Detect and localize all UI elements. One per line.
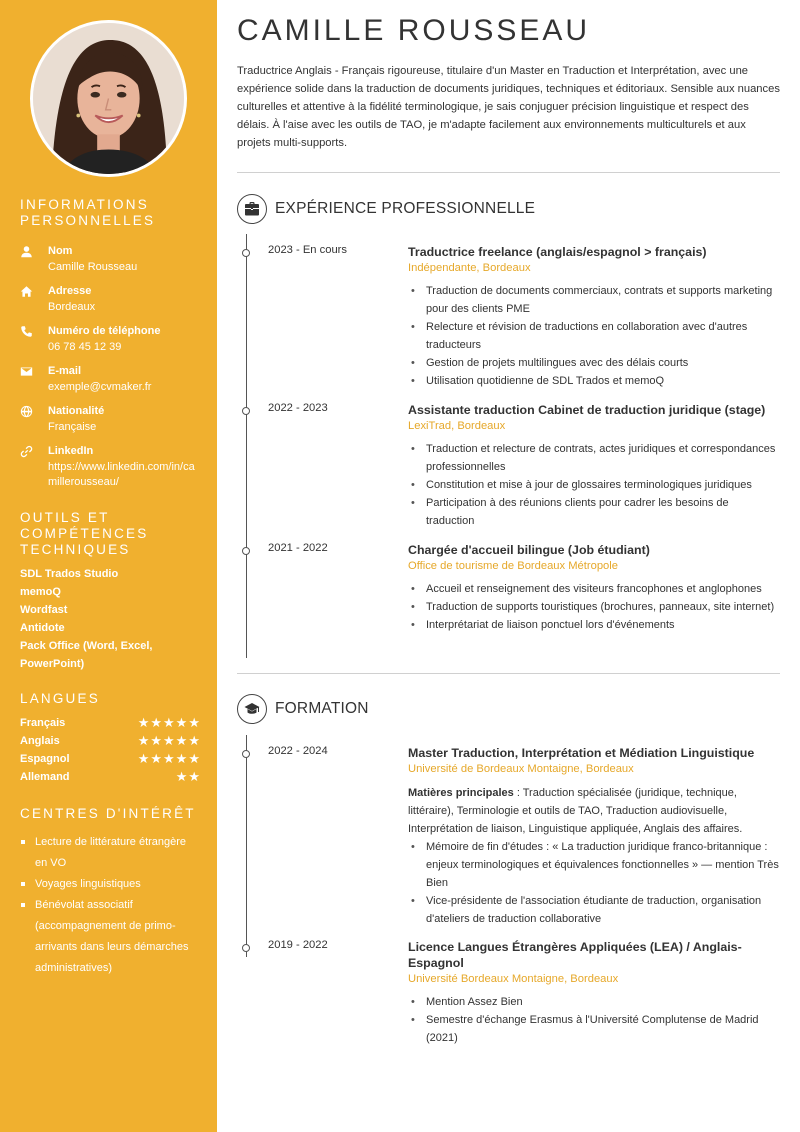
entry-date: 2022 - 2023 (268, 402, 328, 414)
bullet-item: • Semestre d'échange Erasmus à l'Université Complutense de Madrid (2021) (408, 1011, 780, 1047)
bullet-item: • Traduction de supports touristiques (brochures, panneaux, site internet) (408, 598, 780, 616)
info-item-linkedin (20, 444, 201, 491)
experience-timeline (246, 234, 247, 658)
interest-item: Bénévolat associatif (accompagnement de primo-arrivants dans leurs démarches administratives) (20, 895, 201, 979)
star-rating: ★★★★★ (137, 715, 201, 731)
entry-organization: Indépendante, Bordeaux (408, 262, 531, 274)
bullet-item: • Traduction de documents commerciaux, contrats et supports marketing pour des clients PME (408, 282, 780, 318)
interest-item: Lecture de littérature étrangère en VO (20, 832, 201, 874)
languages-section (20, 691, 201, 786)
timeline-dot (242, 944, 250, 952)
info-item-address (20, 284, 201, 315)
language-row (20, 732, 201, 750)
language-name: Allemand (20, 771, 70, 783)
interest-item: Voyages linguistiques (20, 874, 201, 895)
bullet-item: • Vice-présidente de l'association étudiante de traduction, organisation d'ateliers de traduction collaborative (408, 892, 780, 928)
description-text: : Traduction spécialisée (juridique, technique, littéraire), Terminologie et outils de TAO, Traduction audiovisuelle, Interprétation de liaison, Linguistique appliquée, Anglais des affaires. (408, 787, 743, 835)
info-label: LinkedIn (48, 445, 94, 457)
entry-bullets (408, 993, 780, 1047)
briefcase-icon (237, 194, 267, 224)
entry-organization: Office de tourisme de Bordeaux Métropole (408, 560, 618, 572)
experience-header (237, 194, 535, 224)
section-divider (237, 673, 780, 674)
info-item-name (20, 244, 201, 275)
entry-description (408, 784, 780, 838)
language-row (20, 714, 201, 732)
skill-item: Pack Office (Word, Excel, PowerPoint) (20, 640, 153, 670)
star-rating: ★★ (175, 769, 201, 785)
entry-date: 2023 - En cours (268, 244, 347, 256)
bullet-item: • Mémoire de fin d'études : « La traduction juridique franco-britannique : enjeux terminologiques et équivalences fonctionnelles » — mention Très Bien (408, 838, 780, 892)
language-row (20, 768, 201, 786)
skill-item: SDL Trados Studio (20, 568, 119, 580)
portrait-illustration (33, 23, 184, 174)
info-label: Nom (48, 245, 73, 257)
interests-heading: CENTRES D'INTÉRÊT (20, 806, 196, 821)
entry-title: Licence Langues Étrangères Appliquées (LEA) / Anglais-Espagnol (408, 940, 742, 970)
bullet-item: • Relecture et révision de traductions en collaboration avec d'autres traducteurs (408, 318, 780, 354)
entry-bullets (408, 282, 780, 390)
info-item-nationality (20, 404, 201, 435)
info-item-email (20, 364, 201, 395)
info-label: Nationalité (48, 405, 105, 417)
info-label: Adresse (48, 285, 92, 297)
timeline-dot (242, 750, 250, 758)
entry-title: Assistante traduction Cabinet de traduction juridique (stage) (408, 403, 766, 417)
language-name: Français (20, 717, 66, 729)
timeline-dot (242, 547, 250, 555)
bullet-item: • Gestion de projets multilingues avec des délais courts (408, 354, 780, 372)
skill-item: memoQ (20, 586, 61, 598)
skills-heading: OUTILS ET COMPÉTENCES TECHNIQUES (20, 510, 149, 557)
bullet-item: • Interprétariat de liaison ponctuel lors d'événements (408, 616, 780, 634)
interests-list (20, 832, 201, 979)
experience-heading: EXPÉRIENCE PROFESSIONNELLE (275, 200, 536, 217)
education-timeline (246, 735, 247, 957)
profile-photo (30, 20, 187, 177)
entry-date: 2019 - 2022 (268, 939, 328, 951)
languages-heading: LANGUES (20, 691, 100, 706)
timeline-dot (242, 407, 250, 415)
entry-bullets (408, 580, 780, 634)
description-label: Matières principales (408, 787, 514, 799)
phone-icon (20, 324, 48, 355)
bullet-item: • Accueil et renseignement des visiteurs francophones et anglophones (408, 580, 780, 598)
bullet-item: • Constitution et mise à jour de glossaires terminologiques juridiques (408, 476, 780, 494)
personal-info-section (20, 197, 201, 491)
entry-title: Chargée d'accueil bilingue (Job étudiant) (408, 543, 650, 557)
entry-organization: Université de Bordeaux Montaigne, Bordeaux (408, 763, 634, 775)
info-value: Bordeaux (48, 300, 96, 313)
bullet-item: • Participation à des réunions clients pour cadrer les besoins de traduction (408, 494, 780, 530)
timeline-dot (242, 249, 250, 257)
entry-organization: LexiTrad, Bordeaux (408, 420, 506, 432)
info-value: Française (48, 420, 97, 433)
skill-item: Antidote (20, 622, 65, 634)
bullet-item: • Traduction et relecture de contrats, actes juridiques et correspondances professionnelles (408, 440, 780, 476)
info-label: Numéro de téléphone (48, 325, 161, 337)
info-value[interactable]: 06 78 45 12 39 (48, 340, 122, 353)
email-link[interactable]: exemple@cvmaker.fr (48, 380, 152, 393)
mail-icon (20, 364, 48, 395)
bullet-item: • Utilisation quotidienne de SDL Trados et memoQ (408, 372, 780, 390)
info-item-phone (20, 324, 201, 355)
graduation-cap-icon (237, 694, 267, 724)
skills-section (20, 510, 201, 673)
info-label: E-mail (48, 365, 82, 377)
star-rating: ★★★★★ (137, 751, 201, 767)
personal-info-heading: INFORMATIONS PERSONNELLES (20, 197, 156, 228)
interests-section (20, 806, 201, 979)
skill-item: Wordfast (20, 604, 68, 616)
entry-organization: Université Bordeaux Montaigne, Bordeaux (408, 973, 619, 985)
entry-bullets (408, 838, 780, 928)
language-name: Espagnol (20, 753, 70, 765)
language-name: Anglais (20, 735, 60, 747)
sidebar (0, 0, 217, 1132)
entry-bullets (408, 440, 780, 530)
bullet-item: • Mention Assez Bien (408, 993, 780, 1011)
star-rating: ★★★★★ (137, 733, 201, 749)
section-divider (237, 172, 780, 173)
link-icon (20, 444, 48, 491)
entry-title: Master Traduction, Interprétation et Médiation Linguistique (408, 746, 755, 760)
entry-date: 2022 - 2024 (268, 745, 328, 757)
home-icon (20, 284, 48, 315)
info-value: Camille Rousseau (48, 260, 138, 273)
linkedin-link[interactable]: https://www.linkedin.com/in/camillerousseau/ (48, 460, 195, 488)
full-name: CAMILLE ROUSSEAU (237, 14, 591, 47)
entry-date: 2021 - 2022 (268, 542, 328, 554)
education-heading: FORMATION (275, 700, 369, 717)
profile-summary: Traductrice Anglais - Français rigoureuse, titulaire d'un Master en Traduction et Interprétation, avec une expérience solide dans la traduction de documents juridiques, techniques et éditoriaux. Sensible aux nuances culturelles et attentive à la fidélité terminologique, je sais conjuguer précision linguistique et respect des délais. À l'aise avec les outils de TAO, je m'adapte facilement aux environnements multiculturels et aux projets multi-supports. (237, 65, 780, 149)
globe-icon (20, 404, 48, 435)
language-row (20, 750, 201, 768)
person-icon (20, 244, 48, 275)
education-header (237, 694, 369, 724)
entry-title: Traductrice freelance (anglais/espagnol > français) (408, 245, 707, 259)
